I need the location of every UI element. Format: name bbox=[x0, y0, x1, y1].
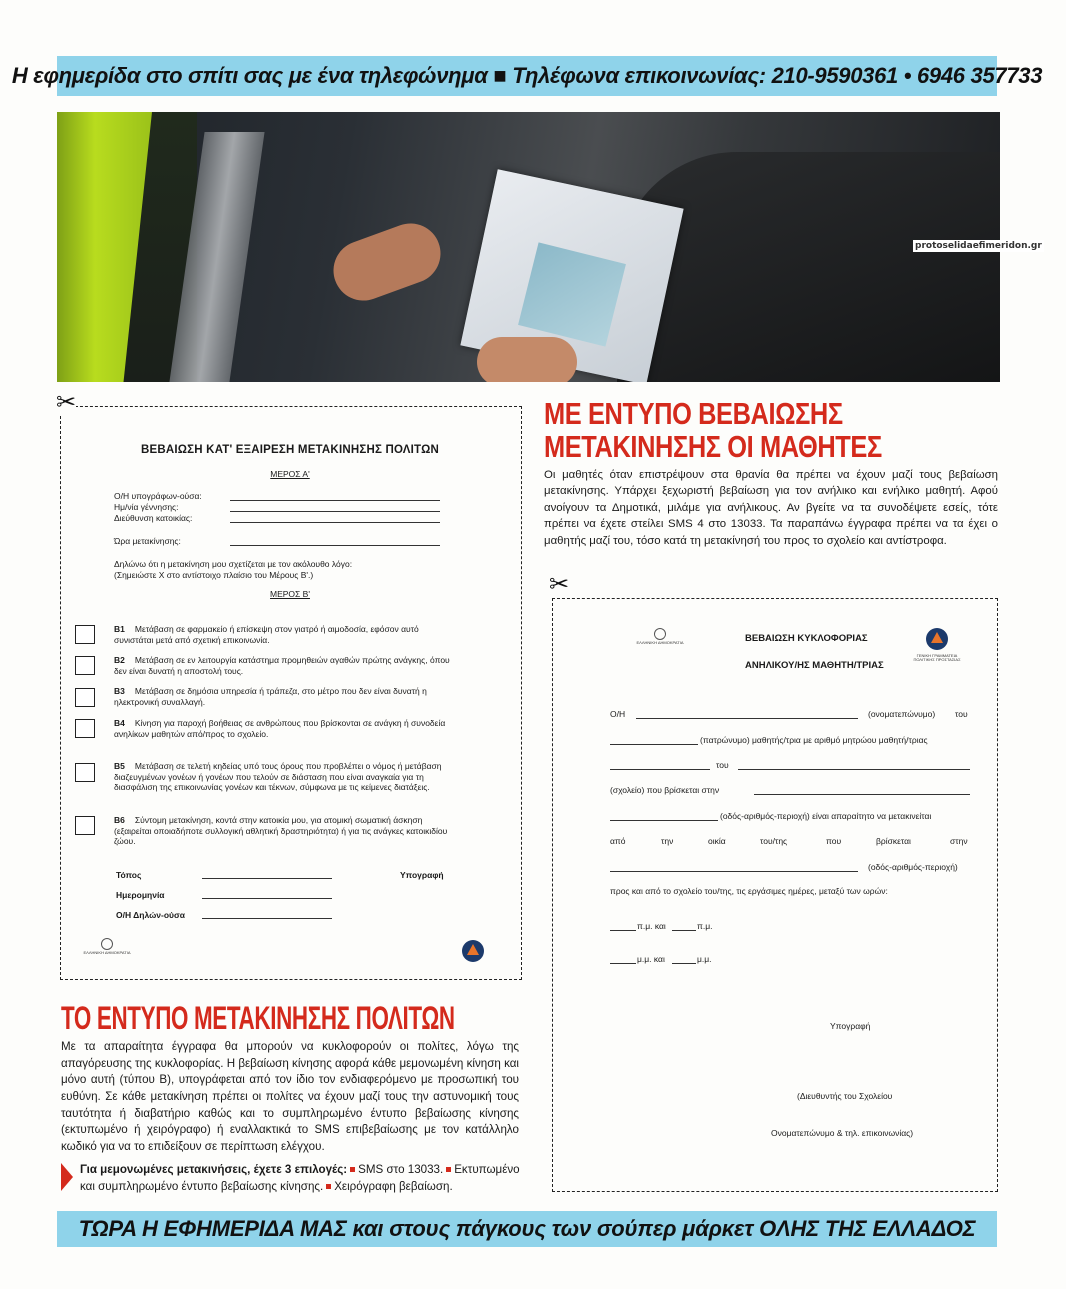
fb-l2-line[interactable] bbox=[610, 744, 698, 745]
fb-l6-6: στην bbox=[950, 836, 968, 846]
fb-t1-b: π.μ. bbox=[697, 921, 713, 931]
sig-place-label: Τόπος bbox=[116, 870, 142, 880]
fb-l6-2: οικία bbox=[708, 836, 726, 846]
checkbox-b2[interactable] bbox=[75, 656, 95, 675]
declaration-1: Δηλώνω ότι η μετακίνηση μου σχετίζεται με τον ακόλουθο λόγο: bbox=[114, 559, 353, 569]
article-left-headline: ΤΟ ΕΝΤΥΠΟ ΜΕΤΑΚΙΝΗΣΗΣ ΠΟΛΙΤΩΝ bbox=[61, 1000, 455, 1036]
bullet-icon bbox=[326, 1184, 331, 1189]
fb-l1-a: Ο/Η bbox=[610, 709, 626, 719]
field-address-line[interactable] bbox=[230, 522, 440, 523]
fb-t2-line-b[interactable] bbox=[672, 963, 696, 964]
bullet-icon bbox=[350, 1167, 355, 1172]
field-time-label: Ώρα μετακίνησης: bbox=[114, 536, 181, 546]
bottom-banner-text: ΤΩΡΑ Η ΕΦΗΜΕΡΙΔΑ ΜΑΣ και στους πάγκους των σούπερ μάρκετ ΟΛΗΣ ΤΗΣ ΕΛΛΑΔΟΣ bbox=[78, 1216, 976, 1241]
option-b5: Β5 Μετάβαση σε τελετή κηδείας υπό τους όρους που προβλέπει ο νόμος ή μετάβαση διαζευγμένων γονέων ή γονέων που τελούν σε διάσταση που είναι αναγκαία για τη διασφάλιση της επικοινωνίας γονέων και τέκνων, σύμφωνα με τις κείμενες διατάξεις. bbox=[114, 761, 442, 793]
top-banner-text: Η εφημερίδα στο σπίτι σας με ένα τηλεφώνημα ■ Τηλέφωνα επικοινωνίας: 210-9590361 • 6946 357733 bbox=[11, 63, 1043, 88]
option-b6: Β6 Σύντομη μετακίνηση, κοντά στην κατοικία μου, για ατομική σωματική άσκηση (εξαιρείται οποιαδήποτε συλλογική αθλητική δραστηριότητα) ή για τις ανάγκες κατοικιδίου ζώου. bbox=[114, 815, 448, 847]
fb-l1-b: (ονοματεπώνυμο) bbox=[868, 709, 936, 719]
fb-t2-a: μ.μ. και bbox=[637, 954, 665, 964]
field-signatory-label: Ο/Η υπογράφων-ούσα: bbox=[114, 491, 202, 501]
checkbox-b3[interactable] bbox=[75, 688, 95, 707]
sig-declarant-line[interactable] bbox=[202, 918, 332, 919]
checkbox-b1[interactable] bbox=[75, 625, 95, 644]
field-time-line[interactable] bbox=[230, 545, 440, 546]
checkbox-b4[interactable] bbox=[75, 719, 95, 738]
sig-date-label: Ημερομηνία bbox=[116, 890, 165, 900]
fb-t2-b: μ.μ. bbox=[697, 954, 712, 964]
civil-protection-logo-icon bbox=[462, 940, 484, 962]
sig-declarant-label: Ο/Η Δηλών-ούσα bbox=[116, 910, 186, 920]
form-a-title: ΒΕΒΑΙΩΣΗ ΚΑΤ' ΕΞΑΙΡΕΣΗ ΜΕΤΑΚΙΝΗΣΗΣ ΠΟΛΙΤΩΝ bbox=[140, 444, 439, 456]
scissors-icon: ✂ bbox=[56, 389, 77, 416]
field-dob-label: Ημ/νία γέννησης: bbox=[114, 502, 179, 512]
watermark: protoselidaefimeridon.gr bbox=[915, 241, 1042, 251]
fb-signature: Υπογραφή bbox=[830, 1021, 871, 1031]
red-arrow-icon bbox=[61, 1163, 73, 1191]
form-a-part-a: ΜΕΡΟΣ Α' bbox=[270, 469, 310, 479]
form-a-part-b: ΜΕΡΟΣ Β' bbox=[270, 589, 310, 599]
declaration-2: (Σημειώστε Χ στο αντίστοιχο πλαίσιο του Μέρους Β'.) bbox=[114, 570, 314, 580]
article-right-headline-2: ΜΕΤΑΚΙΝΗΣΗΣ ΟΙ ΜΑΘΗΤΕΣ bbox=[544, 429, 882, 464]
fb-l6-3: του/της bbox=[760, 836, 788, 846]
option-b1: Β1 Μετάβαση σε φαρμακείο ή επίσκεψη στον γιατρό ή αιμοδοσία, εφόσον αυτό συνιστάται μετά από σχετική επικοινωνία. bbox=[114, 624, 419, 645]
article-left-body: Με τα απαραίτητα έγγραφα θα μπορούν να κυκλοφορούν οι πολίτες, λόγω της απαγόρευσης της κυκλοφορίας. Η βεβαίωση κίνησης αφορά κάθε μεμονωμένη κίνηση και μόνο αυτή (τύπου Β), υπογράφεται από τον ίδιο τον ενδιαφερόμενο με προσωπική του ευθύνη. Σε κάθε μετακίνηση πρέπει οι πολίτες να έχουν μαζί τους την αστυνομική τους ταυτότητα ή διαβατήριο καθώς και το συμπληρωμένο έντυπο βεβαίωσης κίνησης (εκτυπωμένο ή χειρόγραφο) ή εναλλακτικά το SMS επιβεβαίωσης με τον κατάλληλο κωδικό για να το επιδείξουν σε περίπτωση ελέγχου. bbox=[61, 1040, 519, 1154]
checkbox-b6[interactable] bbox=[75, 816, 95, 835]
fb-l3-line-b[interactable] bbox=[738, 769, 970, 770]
form-b-title-1: ΒΕΒΑΙΩΣΗ ΚΥΚΛΟΦΟΡΙΑΣ bbox=[745, 633, 868, 644]
option-2: Εκτυπωμένο και συμπληρωμένο έντυπο βεβαίωσης κίνησης. bbox=[80, 1163, 520, 1193]
fb-l8: προς και από το σχολείο του/της, τις εργάσιμες ημέρες, μεταξύ των ωρών: bbox=[610, 886, 888, 896]
fb-l2: (πατρώνυμο) μαθητής/τρια με αριθμό μητρώου μαθητή/τριας bbox=[700, 735, 928, 745]
options-lead: Για μεμονωμένες μετακινήσεις, έχετε 3 επιλογές: bbox=[80, 1163, 348, 1176]
form-b-title-2: ΑΝΗΛΙΚΟΥ/ΗΣ ΜΑΘΗΤΗ/ΤΡΙΑΣ bbox=[745, 660, 884, 671]
sig-place-line[interactable] bbox=[202, 878, 332, 879]
article-left-options bbox=[80, 1162, 520, 1195]
fb-contact: Ονοματεπώνυμο & τηλ. επικοινωνίας) bbox=[771, 1128, 914, 1138]
field-dob-line[interactable] bbox=[230, 511, 440, 512]
fb-l5: (οδός-αριθμός-περιοχή) είναι απαραίτητο να μετακινείται bbox=[720, 811, 932, 821]
scissors-icon: ✂ bbox=[549, 571, 570, 598]
photo-police-check bbox=[57, 112, 1000, 382]
fb-t1-line-b[interactable] bbox=[672, 930, 696, 931]
greek-emblem-icon bbox=[654, 628, 666, 640]
fb-l3: του bbox=[716, 760, 729, 770]
form-b-civil-protection-logo: ΓΕΝΙΚΗ ΓΡΑΜΜΑΤΕΙΑ ΠΟΛΙΤΙΚΗΣ ΠΡΟΣΤΑΣΙΑΣ bbox=[913, 653, 961, 663]
fb-l7: (οδός-αριθμός-περιοχή) bbox=[868, 862, 958, 872]
bullet-icon bbox=[446, 1167, 451, 1172]
option-b3: Β3 Μετάβαση σε δημόσια υπηρεσία ή τράπεζα, στο μέτρο που δεν είναι δυνατή η ηλεκτρονική συναλλαγή. bbox=[114, 686, 427, 707]
greek-emblem-icon bbox=[101, 938, 113, 950]
greek-republic-logo: ΕΛΛΗΝΙΚΗ ΔΗΜΟΚΡΑΤΙΑ bbox=[76, 938, 138, 955]
fb-director: (Διευθυντής του Σχολείου bbox=[797, 1091, 893, 1101]
checkbox-b5[interactable] bbox=[75, 763, 95, 782]
sig-date-line[interactable] bbox=[202, 898, 332, 899]
form-b-greek-logo: ΕΛΛΗΝΙΚΗ ΔΗΜΟΚΡΑΤΙΑ bbox=[618, 628, 702, 645]
field-signatory-line[interactable] bbox=[230, 500, 440, 501]
fb-t1-line-a[interactable] bbox=[610, 930, 636, 931]
fb-l6-4: που bbox=[826, 836, 842, 846]
fb-l4: (σχολείο) που βρίσκεται στην bbox=[610, 785, 720, 795]
fb-l6-1: την bbox=[661, 836, 674, 846]
fb-t1-a: π.μ. και bbox=[637, 921, 666, 931]
option-b4: Β4 Κίνηση για παροχή βοήθειας σε ανθρώπους που βρίσκονται σε ανάγκη ή συνοδεία ανηλίκων μαθητών από/προς το σχολείο. bbox=[114, 718, 446, 739]
field-address-label: Διεύθυνση κατοικίας: bbox=[114, 513, 193, 523]
fb-l5-line[interactable] bbox=[610, 820, 718, 821]
fb-l6-5: βρίσκεται bbox=[876, 836, 911, 846]
fb-t2-line-a[interactable] bbox=[610, 963, 636, 964]
top-banner bbox=[11, 56, 1043, 96]
option-1: SMS στο 13033. bbox=[358, 1163, 444, 1176]
fb-l4-line[interactable] bbox=[754, 794, 970, 795]
sig-signature-label: Υπογραφή bbox=[400, 870, 444, 880]
option-3: Χειρόγραφη βεβαίωση. bbox=[334, 1179, 453, 1193]
fb-l1-line[interactable] bbox=[636, 718, 858, 719]
article-right-body: Οι μαθητές όταν επιστρέψουν στα θρανία θα πρέπει να έχουν μαζί τους βεβαίωση μετακίνησης. Υπάρχει ξεχωριστή βεβαίωση για τον ανήλικο και ενήλικο μαθητή. Αφού ανοίγουν τα Δημοτικά, μιλάμε για ανήλικους. Αν βγείτε να τα συνοδέψετε εσείς, τότε πρέπει να έχετε στείλει SMS 4 στο 13033. Τα παραπάνω έγγραφα πρέπει να τα έχει ο μαθητής μαζί του, τόσο κατά τη μετακίνησή του προς το σχολείο και αντίστροφα. bbox=[544, 469, 998, 547]
fb-l1-c: του bbox=[955, 709, 968, 719]
fb-l6-0: από bbox=[610, 836, 626, 846]
bottom-banner bbox=[57, 1211, 997, 1247]
fb-l7-line[interactable] bbox=[610, 871, 858, 872]
option-b2: Β2 Μετάβαση σε εν λειτουργία κατάστημα προμηθειών αγαθών πρώτης ανάγκης, όπου δεν είναι δυνατή η αποστολή τους. bbox=[114, 655, 450, 676]
article-right-headline-1: ΜΕ ΕΝΤΥΠΟ ΒΕΒΑΙΩΣΗΣ bbox=[544, 396, 843, 431]
civil-protection-logo-icon bbox=[926, 628, 948, 650]
fb-l3-line-a[interactable] bbox=[610, 769, 710, 770]
